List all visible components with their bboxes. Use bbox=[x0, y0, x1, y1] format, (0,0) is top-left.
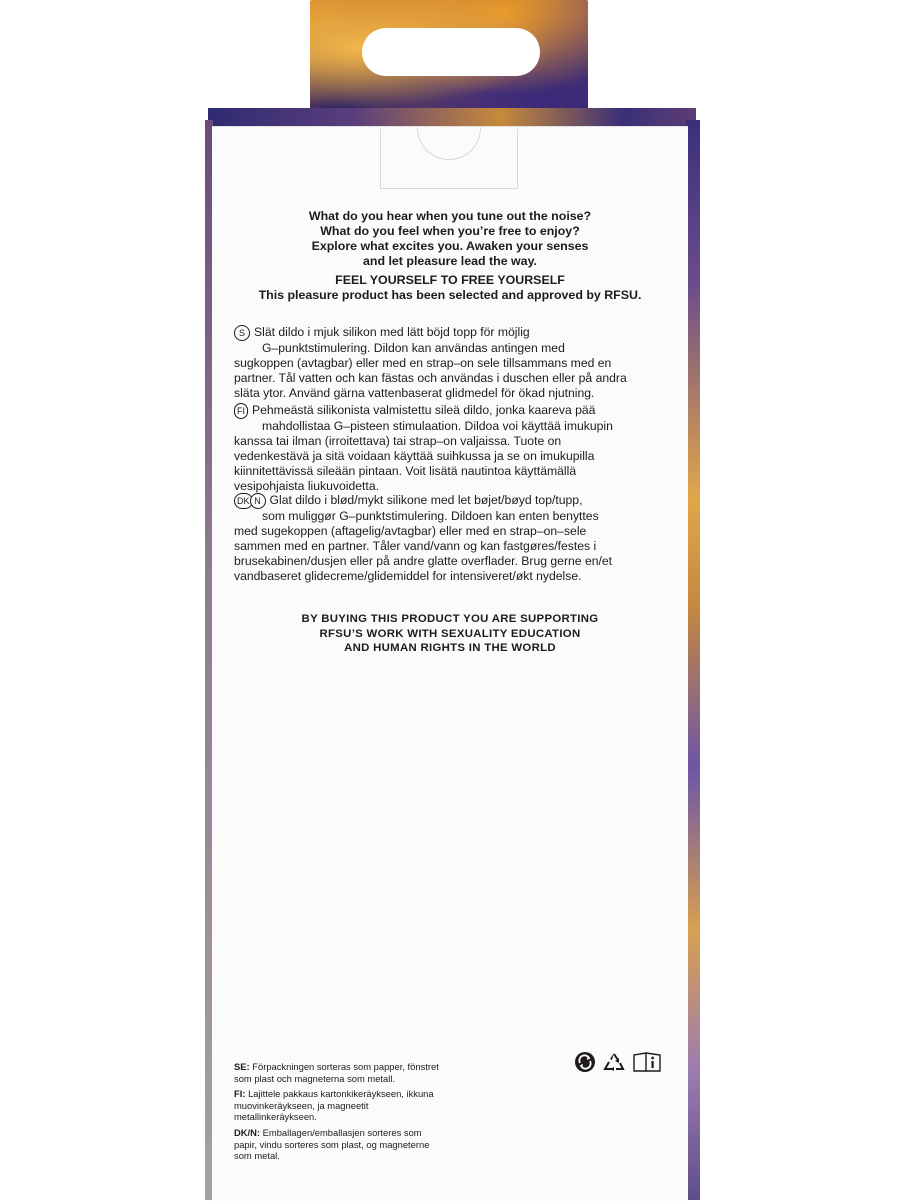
description-line: vandbaseret glidecreme/glidemiddel for intensiveret/økt nydelse. bbox=[234, 569, 582, 583]
description-line: brusekabinen/dusjen eller på andre glatte overflader. Brug gerne en/et bbox=[234, 554, 613, 568]
disposal-se bbox=[234, 1061, 474, 1084]
intro-line: Explore what excites you. Awaken your senses bbox=[311, 239, 589, 253]
description-finnish bbox=[234, 403, 674, 494]
description-line bbox=[234, 493, 674, 509]
intro-line: What do you hear when you tune out the noise? bbox=[308, 209, 592, 223]
language-badge-n: N bbox=[250, 493, 266, 509]
hang-tab bbox=[310, 0, 588, 118]
recycle-triangle-icon bbox=[602, 1051, 626, 1073]
intro-line: and let pleasure lead the way. bbox=[363, 254, 537, 268]
description-line: kanssa tai ilman (irroitettava) tai strap–on valjaissa. Tuote on bbox=[234, 434, 562, 448]
description-line: släta ytor. Använd gärna vattenbaserat glidmedel för ökad njutning. bbox=[234, 386, 595, 400]
disposal-code: SE: bbox=[234, 1061, 250, 1072]
description-line: sammen med en partner. Tåler vand/vann og kan fastgøres/festes i bbox=[234, 539, 597, 553]
description-text: Glat dildo i blød/mykt silikone med let bøjet/bøyd top/tupp, bbox=[269, 493, 583, 508]
description-swedish bbox=[234, 325, 674, 401]
description-line: sugkoppen (avtagbar) eller med en strap–on sele tillsammans med en bbox=[234, 356, 612, 370]
disposal-code: FI: bbox=[234, 1088, 246, 1100]
support-line: RFSU’S WORK WITH SEXUALITY EDUCATION bbox=[319, 627, 581, 640]
description-line: med sugekoppen (aftagelig/avtagbar) eller med en strap–on–sele bbox=[234, 524, 587, 538]
disposal-text: metallinkeräykseen. bbox=[234, 1111, 317, 1123]
tuck-flap-outline bbox=[380, 129, 518, 189]
recycle-loop-icon bbox=[574, 1051, 596, 1073]
support-line: BY BUYING THIS PRODUCT YOU ARE SUPPORTING bbox=[301, 613, 599, 625]
description-line: vesipohjaista liukuvoidetta. bbox=[234, 479, 379, 493]
hang-hole bbox=[362, 28, 540, 76]
info-book-icon bbox=[632, 1051, 662, 1073]
tagline: FEEL YOURSELF TO FREE YOURSELF bbox=[335, 273, 565, 287]
support-statement bbox=[212, 612, 688, 656]
description-line bbox=[234, 403, 674, 419]
description-line: mahdollistaa G–pisteen stimulaation. Dildoa voi käyttää imukupin bbox=[262, 419, 613, 433]
language-badge-fi: FI bbox=[234, 403, 248, 419]
tuck-flap-notch bbox=[417, 128, 481, 160]
box-right-edge bbox=[686, 120, 700, 1200]
language-badge-dk: DK bbox=[234, 493, 253, 509]
disposal-fi bbox=[234, 1088, 474, 1123]
approval-statement: This pleasure product has been selected and approved by RFSU. bbox=[258, 288, 642, 302]
disposal-instructions bbox=[234, 1061, 474, 1166]
intro-line: What do you feel when you’re free to enjoy? bbox=[320, 224, 580, 238]
disposal-text: papir, vindu sorteres som plast, og magneterne bbox=[234, 1138, 430, 1150]
disposal-code: DK/N: bbox=[234, 1126, 261, 1138]
support-line: AND HUMAN RIGHTS IN THE WORLD bbox=[344, 642, 556, 654]
disposal-text: Lajittele pakkaus kartonkikeräykseen, ikkuna bbox=[248, 1088, 434, 1100]
description-text: Pehmeästä silikonista valmistettu sileä dildo, jonka kaareva pää bbox=[252, 403, 596, 418]
description-line: G–punktstimulering. Dildon kan användas antingen med bbox=[262, 341, 565, 355]
description-line: partner. Tål vatten och kan fästas och användas i duschen eller på andra bbox=[234, 371, 627, 385]
recycling-icons bbox=[574, 1051, 674, 1075]
intro-text bbox=[212, 209, 688, 303]
description-text: Slät dildo i mjuk silikon med lätt böjd topp för möjlig bbox=[254, 325, 530, 340]
language-badges-dk-n bbox=[234, 493, 266, 509]
disposal-text: som plast och magneterna som metall. bbox=[234, 1072, 396, 1084]
disposal-text: Emballagen/emballasjen sorteres som bbox=[262, 1126, 422, 1138]
disposal-text: Förpackningen sorteras som papper, fönstret bbox=[252, 1061, 439, 1072]
disposal-text: som metal. bbox=[234, 1150, 280, 1162]
description-line: kiinnitettävissä sileään pintaan. Voit lisätä nautintoa käyttämällä bbox=[234, 464, 577, 478]
description-line bbox=[234, 325, 674, 341]
disposal-dk-n bbox=[234, 1127, 474, 1162]
description-line: vedenkestävä ja sitä voidaan käyttää suihkussa ja se on imukupilla bbox=[234, 449, 595, 463]
back-panel bbox=[212, 126, 688, 1201]
language-badge-s: S bbox=[234, 325, 250, 341]
description-line: som muliggør G–punktstimulering. Dildoen kan enten benyttes bbox=[262, 509, 599, 523]
disposal-text: muovinkeräykseen, ja magneetit bbox=[234, 1099, 369, 1111]
description-danish-norwegian bbox=[234, 493, 674, 584]
